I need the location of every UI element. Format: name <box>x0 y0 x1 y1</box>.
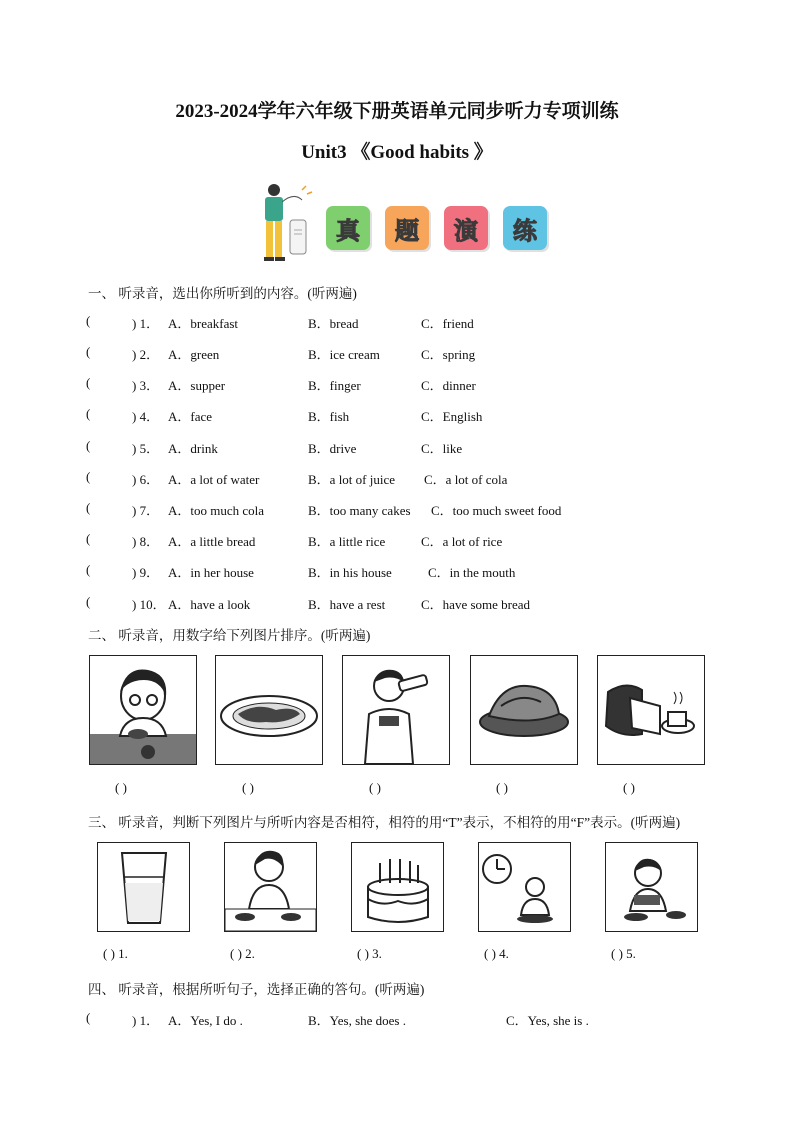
answer-blank[interactable]: ( <box>86 500 91 515</box>
picture-birthday-cake <box>351 842 444 932</box>
question-number: ) 4． <box>132 409 160 424</box>
option-a[interactable]: A．green <box>168 347 220 362</box>
option-b[interactable]: B．too many cakes <box>308 503 411 518</box>
listener-illustration <box>252 182 322 264</box>
picture-bread-tea <box>597 655 705 765</box>
listening-question-row <box>86 438 706 456</box>
order-answer-5[interactable]: ( ) <box>623 780 635 795</box>
answer-blank[interactable]: ( <box>86 344 91 359</box>
section4-heading: 四、 听录音，根据所听句子，选择正确的答句。(听两遍) <box>88 982 425 997</box>
order-answer-2[interactable]: ( ) <box>242 780 254 795</box>
picture-girl-meal <box>224 842 317 932</box>
listening-question-row <box>86 469 706 487</box>
banner-tile-2: 题 <box>385 206 429 250</box>
picture-boy-drinking <box>342 655 450 765</box>
picture-boy-eating <box>605 842 698 932</box>
question-number: ) 6． <box>132 472 160 487</box>
question-number: ) 8． <box>132 534 160 549</box>
option-a[interactable]: A．a little bread <box>168 534 256 549</box>
picture-basket-food <box>470 655 578 765</box>
banner-tile-1: 真 <box>326 206 370 250</box>
option-c[interactable]: C．friend <box>421 316 474 331</box>
order-answer-1[interactable]: ( ) <box>115 780 127 795</box>
judge-answer-1[interactable]: ( ) 1. <box>103 946 128 961</box>
picture-girl-eating <box>89 655 197 765</box>
response-question-row <box>86 1010 706 1028</box>
listening-question-row <box>86 531 706 549</box>
question-number: ) 1． <box>132 316 160 331</box>
option-a[interactable]: A．have a look <box>168 597 251 612</box>
option-b[interactable]: B．have a rest <box>308 597 386 612</box>
option-a[interactable]: A．breakfast <box>168 316 239 331</box>
option-c[interactable]: C．a lot of rice <box>421 534 503 549</box>
picture-glass-water <box>97 842 190 932</box>
option-c[interactable]: C．dinner <box>421 378 476 393</box>
question-number: ) 3． <box>132 378 160 393</box>
section1-heading: 一、 听录音，选出你所听到的内容。(听两遍) <box>88 286 357 301</box>
judge-answer-2[interactable]: ( ) 2. <box>230 946 255 961</box>
picture-clock-boy-meal <box>478 842 571 932</box>
order-answer-4[interactable]: ( ) <box>496 780 508 795</box>
option-a[interactable]: A．drink <box>168 441 218 456</box>
question-number: ) 5． <box>132 441 160 456</box>
listening-question-row <box>86 500 706 518</box>
option-b[interactable]: B．bread <box>308 316 359 331</box>
section2-heading: 二、 听录音，用数字给下列图片排序。(听两遍) <box>88 628 371 643</box>
option-c[interactable]: C．like <box>421 441 463 456</box>
answer-blank[interactable]: ( <box>86 562 91 577</box>
listening-question-row <box>86 594 706 612</box>
answer-blank[interactable]: ( <box>86 406 91 421</box>
section3-heading: 三、 听录音，判断下列图片与所听内容是否相符，相符的用“T”表示，不相符的用“F”表示。(听两遍) <box>88 815 681 830</box>
answer-blank[interactable]: ( <box>86 469 91 484</box>
option-c[interactable]: C．English <box>421 409 483 424</box>
answer-blank[interactable]: ( <box>86 438 91 453</box>
order-answer-3[interactable]: ( ) <box>369 780 381 795</box>
answer-blank[interactable]: ( <box>86 313 91 328</box>
option-a[interactable]: A．too much cola <box>168 503 265 518</box>
judge-answer-3[interactable]: ( ) 3. <box>357 946 382 961</box>
option-b[interactable]: B．fish <box>308 409 350 424</box>
option-b[interactable]: B．in his house <box>308 565 392 580</box>
answer-blank[interactable]: ( <box>86 1010 91 1025</box>
option-b[interactable]: B．a little rice <box>308 534 386 549</box>
option-c[interactable]: C．in the mouth <box>428 565 516 580</box>
practice-banner <box>252 182 552 264</box>
option-a[interactable]: A．supper <box>168 378 226 393</box>
listening-question-row <box>86 562 706 580</box>
listening-question-row <box>86 313 706 331</box>
option-a[interactable]: A．in her house <box>168 565 254 580</box>
question-number: ) 1． <box>132 1013 160 1028</box>
option-b[interactable]: B．Yes, she does . <box>308 1013 406 1028</box>
banner-tile-3: 演 <box>444 206 488 250</box>
option-b[interactable]: B．ice cream <box>308 347 380 362</box>
listening-question-row <box>86 375 706 393</box>
answer-blank[interactable]: ( <box>86 531 91 546</box>
question-number: ) 9． <box>132 565 160 580</box>
question-number: ) 2． <box>132 347 160 362</box>
option-a[interactable]: A．Yes, I do . <box>168 1013 243 1028</box>
option-a[interactable]: A．a lot of water <box>168 472 260 487</box>
answer-blank[interactable]: ( <box>86 594 91 609</box>
option-b[interactable]: B．drive <box>308 441 357 456</box>
option-c[interactable]: C．spring <box>421 347 476 362</box>
option-c[interactable]: C．have some bread <box>421 597 531 612</box>
option-c[interactable]: C．too much sweet food <box>431 503 562 518</box>
question-number: ) 10． <box>132 597 166 612</box>
option-a[interactable]: A．face <box>168 409 213 424</box>
option-b[interactable]: B．a lot of juice <box>308 472 396 487</box>
listening-question-row <box>86 406 706 424</box>
page-subtitle: Unit3 《Good habits 》 <box>301 142 493 163</box>
option-b[interactable]: B．finger <box>308 378 361 393</box>
banner-tile-4: 练 <box>503 206 547 250</box>
option-c[interactable]: C．Yes, she is . <box>506 1013 589 1028</box>
judge-answer-5[interactable]: ( ) 5. <box>611 946 636 961</box>
judge-answer-4[interactable]: ( ) 4. <box>484 946 509 961</box>
listening-question-row <box>86 344 706 362</box>
page-title: 2023-2024学年六年级下册英语单元同步听力专项训练 <box>175 101 619 122</box>
option-c[interactable]: C．a lot of cola <box>424 472 508 487</box>
answer-blank[interactable]: ( <box>86 375 91 390</box>
picture-plate-food <box>215 655 323 765</box>
question-number: ) 7． <box>132 503 160 518</box>
